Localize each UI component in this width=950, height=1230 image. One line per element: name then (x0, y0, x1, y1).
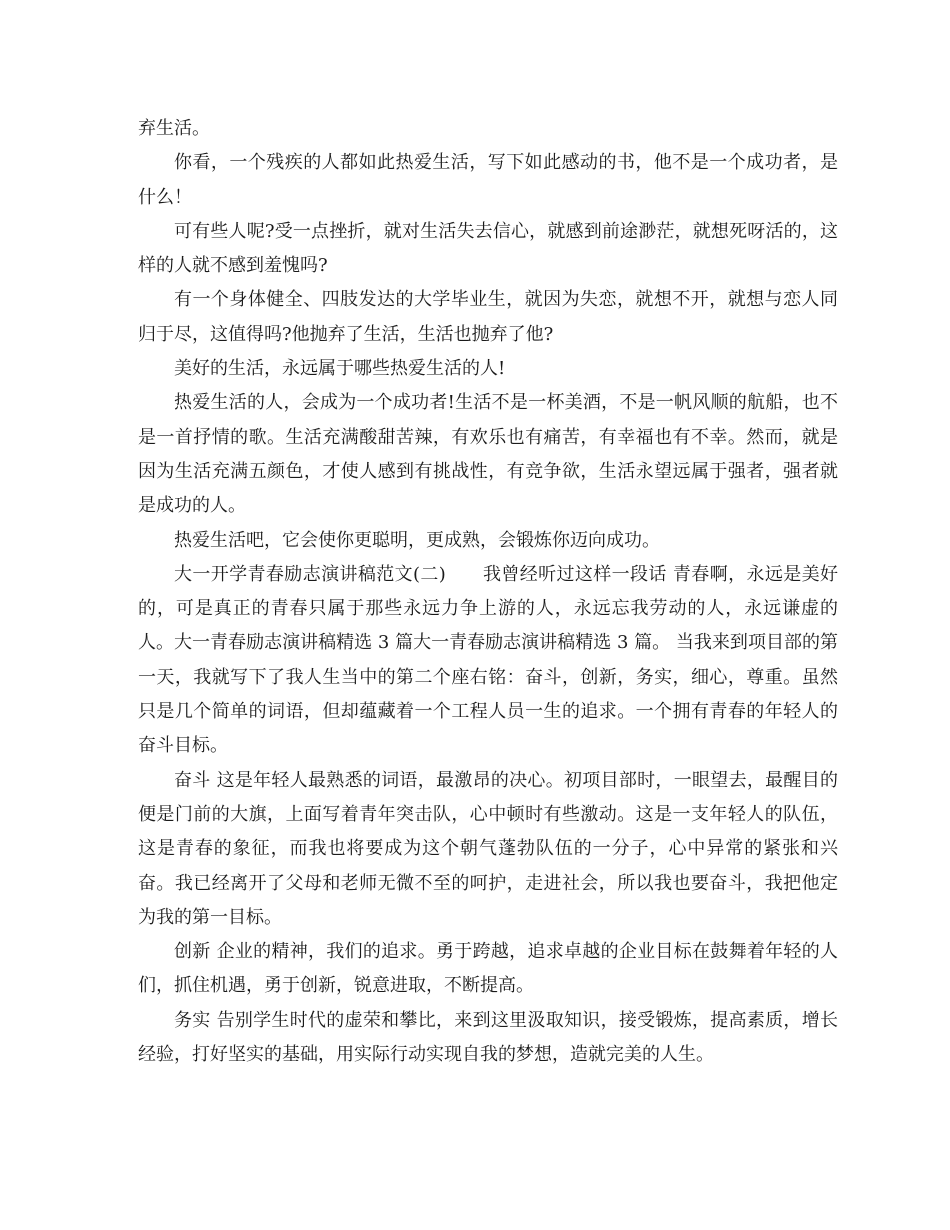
paragraph: 热爱生活的人，会成为一个成功者!生活不是一杯美酒，不是一帆风顺的航船，也不是一首抒情的歌。生活充满酸甜苦辣，有欢乐也有痛苦，有幸福也有不幸。然而，就是因为生活充满五颜色，才使人感到有挑战性，有竞争欲，生活永望远属于强者，强者就是成功的人。 (138, 392, 838, 517)
paragraph-struggle: 奋斗 这是年轻人最熟悉的词语，最激昂的决心。初项目部时，一眼望去，最醒目的便是门前的大旗，上面写着青年突击队，心中顿时有些激动。这是一支年轻人的队伍，这是青春的象征，而我也将要成为这个朝气蓬勃队伍的一分子，心中异常的紧张和兴奋。我已经离开了父母和老师无微不至的呵护，走进社会，所以我也要奋斗，我把他定为我的第一目标。 (138, 769, 838, 928)
paragraph: 有一个身体健全、四肢发达的大学毕业生，就因为失恋，就想不开，就想与恋人同归于尽，这值得吗?他抛弃了生活，生活也抛弃了他? (138, 289, 838, 345)
paragraph-pragmatic: 务实 告别学生时代的虚荣和攀比，来到这里汲取知识，接受锻炼，提高素质，增长经验，打好坚实的基础，用实际行动实现自我的梦想，造就完美的人生。 (138, 1009, 838, 1066)
paragraph: 你看，一个残疾的人都如此热爱生活，写下如此感动的书，他不是一个成功者，是什么！ (138, 152, 838, 208)
paragraph-section-two: 大一开学青春励志演讲稿范文(二) 我曾经听过这样一段话 青春啊，永远是美好的，可是真正的青春只属于那些永远力争上游的人，永远忘我劳动的人，永远谦虚的人。大一青春励志演讲稿精选 3 篇大一青春励志演讲稿精选 3 篇。 当我来到项目部的第一天，我就写下了我人生当中的第二个座右铭：奋斗，创新，务实，细心，尊重。虽然只是几个简单的词语，但却蕴藏着一个工程人员一生的追求。一个拥有青春的年轻人的奋斗目标。 (138, 563, 838, 757)
paragraph-continuation: 弃生活。 (138, 118, 210, 139)
paragraph: 美好的生活，永远属于哪些热爱生活的人! (174, 358, 506, 380)
paragraph-innovation: 创新 企业的精神，我们的追求。勇于跨越，追求卓越的企业目标在鼓舞着年轻的人们，抓住机遇，勇于创新，锐意进取，不断提高。 (138, 941, 838, 997)
paragraph: 可有些人呢?受一点挫折，就对生活失去信心，就感到前途渺茫，就想死呀活的，这样的人就不感到羞愧吗? (138, 220, 838, 277)
document-body (138, 112, 838, 1072)
paragraph: 热爱生活吧，它会使你更聪明，更成熟，会锻炼你迈向成功。 (174, 529, 660, 551)
